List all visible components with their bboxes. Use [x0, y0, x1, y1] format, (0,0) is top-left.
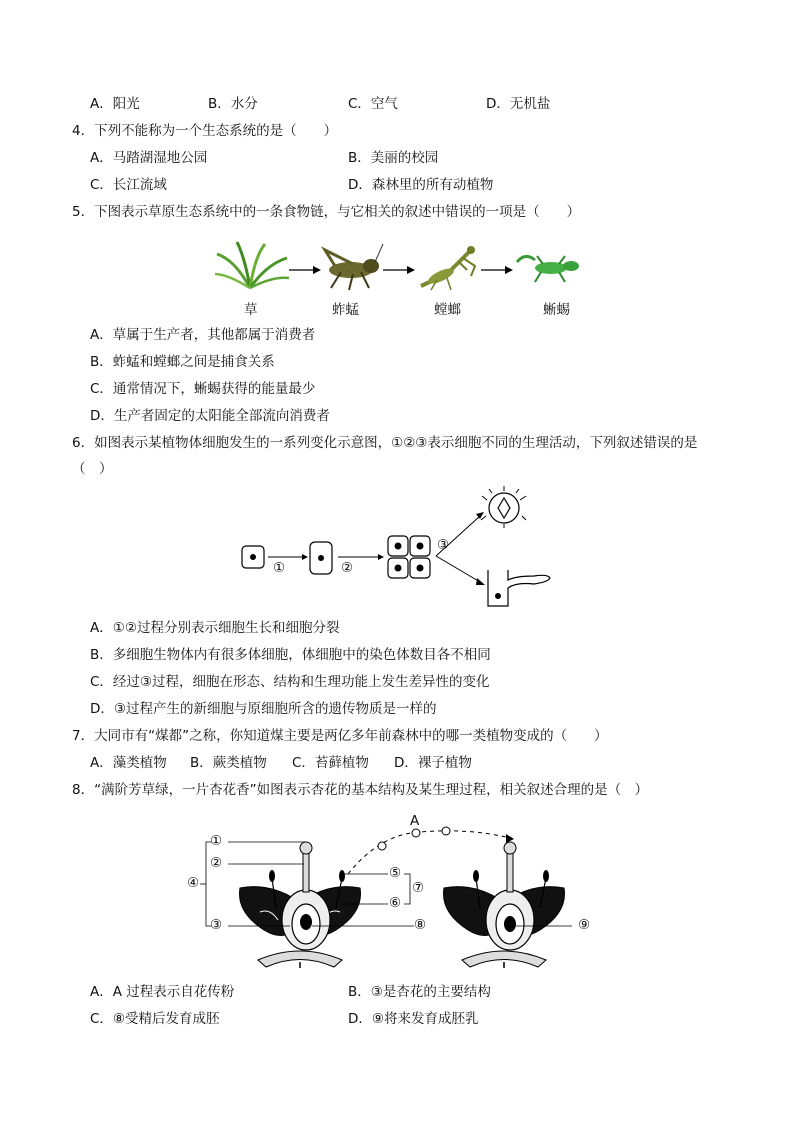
q5-option-a: A．草属于生产者，其他都属于消费者 — [90, 327, 316, 343]
q7-option-a: A．藻类植物 — [90, 755, 167, 771]
grasshopper-image — [325, 244, 383, 290]
q6-stem-line1: 6．如图表示某植物体细胞发生的一系列变化示意图，①②③表示细胞不同的生理活动，下列叙述错误的是 — [72, 435, 698, 451]
q8-option-a: A．A 过程表示自花传粉 — [90, 984, 235, 1000]
food-chain-figure — [205, 232, 595, 292]
q4-option-d: D．森林里的所有动植物 — [348, 177, 494, 193]
flower-label-2: ② — [210, 855, 223, 871]
flower-label-8: ⑧ — [414, 917, 427, 933]
q7-option-b: B．蕨类植物 — [190, 755, 267, 771]
q4-option-b: B．美丽的校园 — [348, 150, 439, 166]
grass-image — [215, 242, 289, 288]
q5-option-b: B．蚱蜢和螳螂之间是捕食关系 — [90, 354, 275, 370]
flower-label-7: ⑦ — [412, 880, 425, 896]
flower-right — [444, 842, 565, 968]
chain-label-mantis: 螳螂 — [434, 302, 461, 318]
q6-option-c: C．经过③过程，细胞在形态、结构和生理功能上发生差异性的变化 — [90, 674, 490, 690]
pollination-label-a: A — [410, 813, 420, 829]
chain-label-lizard: 蜥蜴 — [543, 302, 570, 318]
q6-stem-line2: （ ） — [72, 461, 113, 477]
q7-option-d: D．裸子植物 — [394, 755, 472, 771]
q3-option-c: C．空气 — [348, 96, 398, 112]
q8-option-b: B．③是杏花的主要结构 — [348, 984, 491, 1000]
q7-stem: 7．大同市有“煤都”之称，你知道煤主要是两亿多年前森林中的哪一类植物变成的（ ） — [72, 728, 608, 744]
lizard-image — [517, 256, 579, 282]
q6-option-b: B．多细胞生物体内有很多体细胞，体细胞中的染色体数目各不相同 — [90, 647, 491, 663]
mantis-image — [421, 246, 475, 290]
flower-label-1: ① — [210, 833, 223, 849]
q4-stem: 4．下列不能称为一个生态系统的是（ ） — [72, 123, 338, 139]
apricot-flower-diagram — [180, 812, 610, 972]
q3-option-d: D．无机盐 — [486, 96, 551, 112]
q8-option-d: D．⑨将来发育成胚乳 — [348, 1011, 479, 1027]
guard-cell-image — [481, 486, 526, 528]
q8-stem: 8．“满阶芳草绿，一片杏花香”如图表示杏花的基本结构及某生理过程，相关叙述合理的是（ ） — [72, 782, 649, 798]
process-label-1: ① — [273, 560, 286, 576]
q7-option-c: C．苔藓植物 — [292, 755, 369, 771]
flower-label-4: ④ — [187, 875, 200, 891]
q6-option-a: A．①②过程分别表示细胞生长和细胞分裂 — [90, 620, 340, 636]
q4-option-a: A．马踏湖湿地公园 — [90, 150, 208, 166]
chain-label-grass: 草 — [244, 302, 258, 318]
flower-left — [240, 842, 361, 968]
q5-option-c: C．通常情况下，蜥蜴获得的能量最少 — [90, 381, 316, 397]
flower-label-3: ③ — [210, 917, 223, 933]
q6-option-d: D．③过程产生的新细胞与原细胞所含的遗传物质是一样的 — [90, 701, 437, 717]
process-label-2: ② — [341, 560, 354, 576]
flower-label-5: ⑤ — [389, 865, 402, 881]
cell-cluster — [388, 536, 430, 578]
arrow-icon — [383, 266, 415, 274]
q5-stem: 5．下图表示草原生态系统中的一条食物链，与它相关的叙述中错误的一项是（ ） — [72, 204, 581, 220]
q3-option-b: B．水分 — [208, 96, 258, 112]
root-hair-cell-image — [488, 570, 550, 606]
arrow-icon — [289, 266, 321, 274]
q3-option-a: A．阳光 — [90, 96, 140, 112]
flower-label-9: ⑨ — [578, 917, 591, 933]
q4-option-c: C．长江流域 — [90, 177, 167, 193]
arrow-icon — [481, 266, 513, 274]
flower-label-6: ⑥ — [389, 895, 402, 911]
chain-label-grasshopper: 蚱蜢 — [332, 302, 359, 318]
cell-change-diagram — [240, 486, 560, 612]
q5-option-d: D．生产者固定的太阳能全部流向消费者 — [90, 408, 330, 424]
process-label-3: ③ — [437, 537, 450, 553]
q8-option-c: C．⑧受精后发育成胚 — [90, 1011, 220, 1027]
